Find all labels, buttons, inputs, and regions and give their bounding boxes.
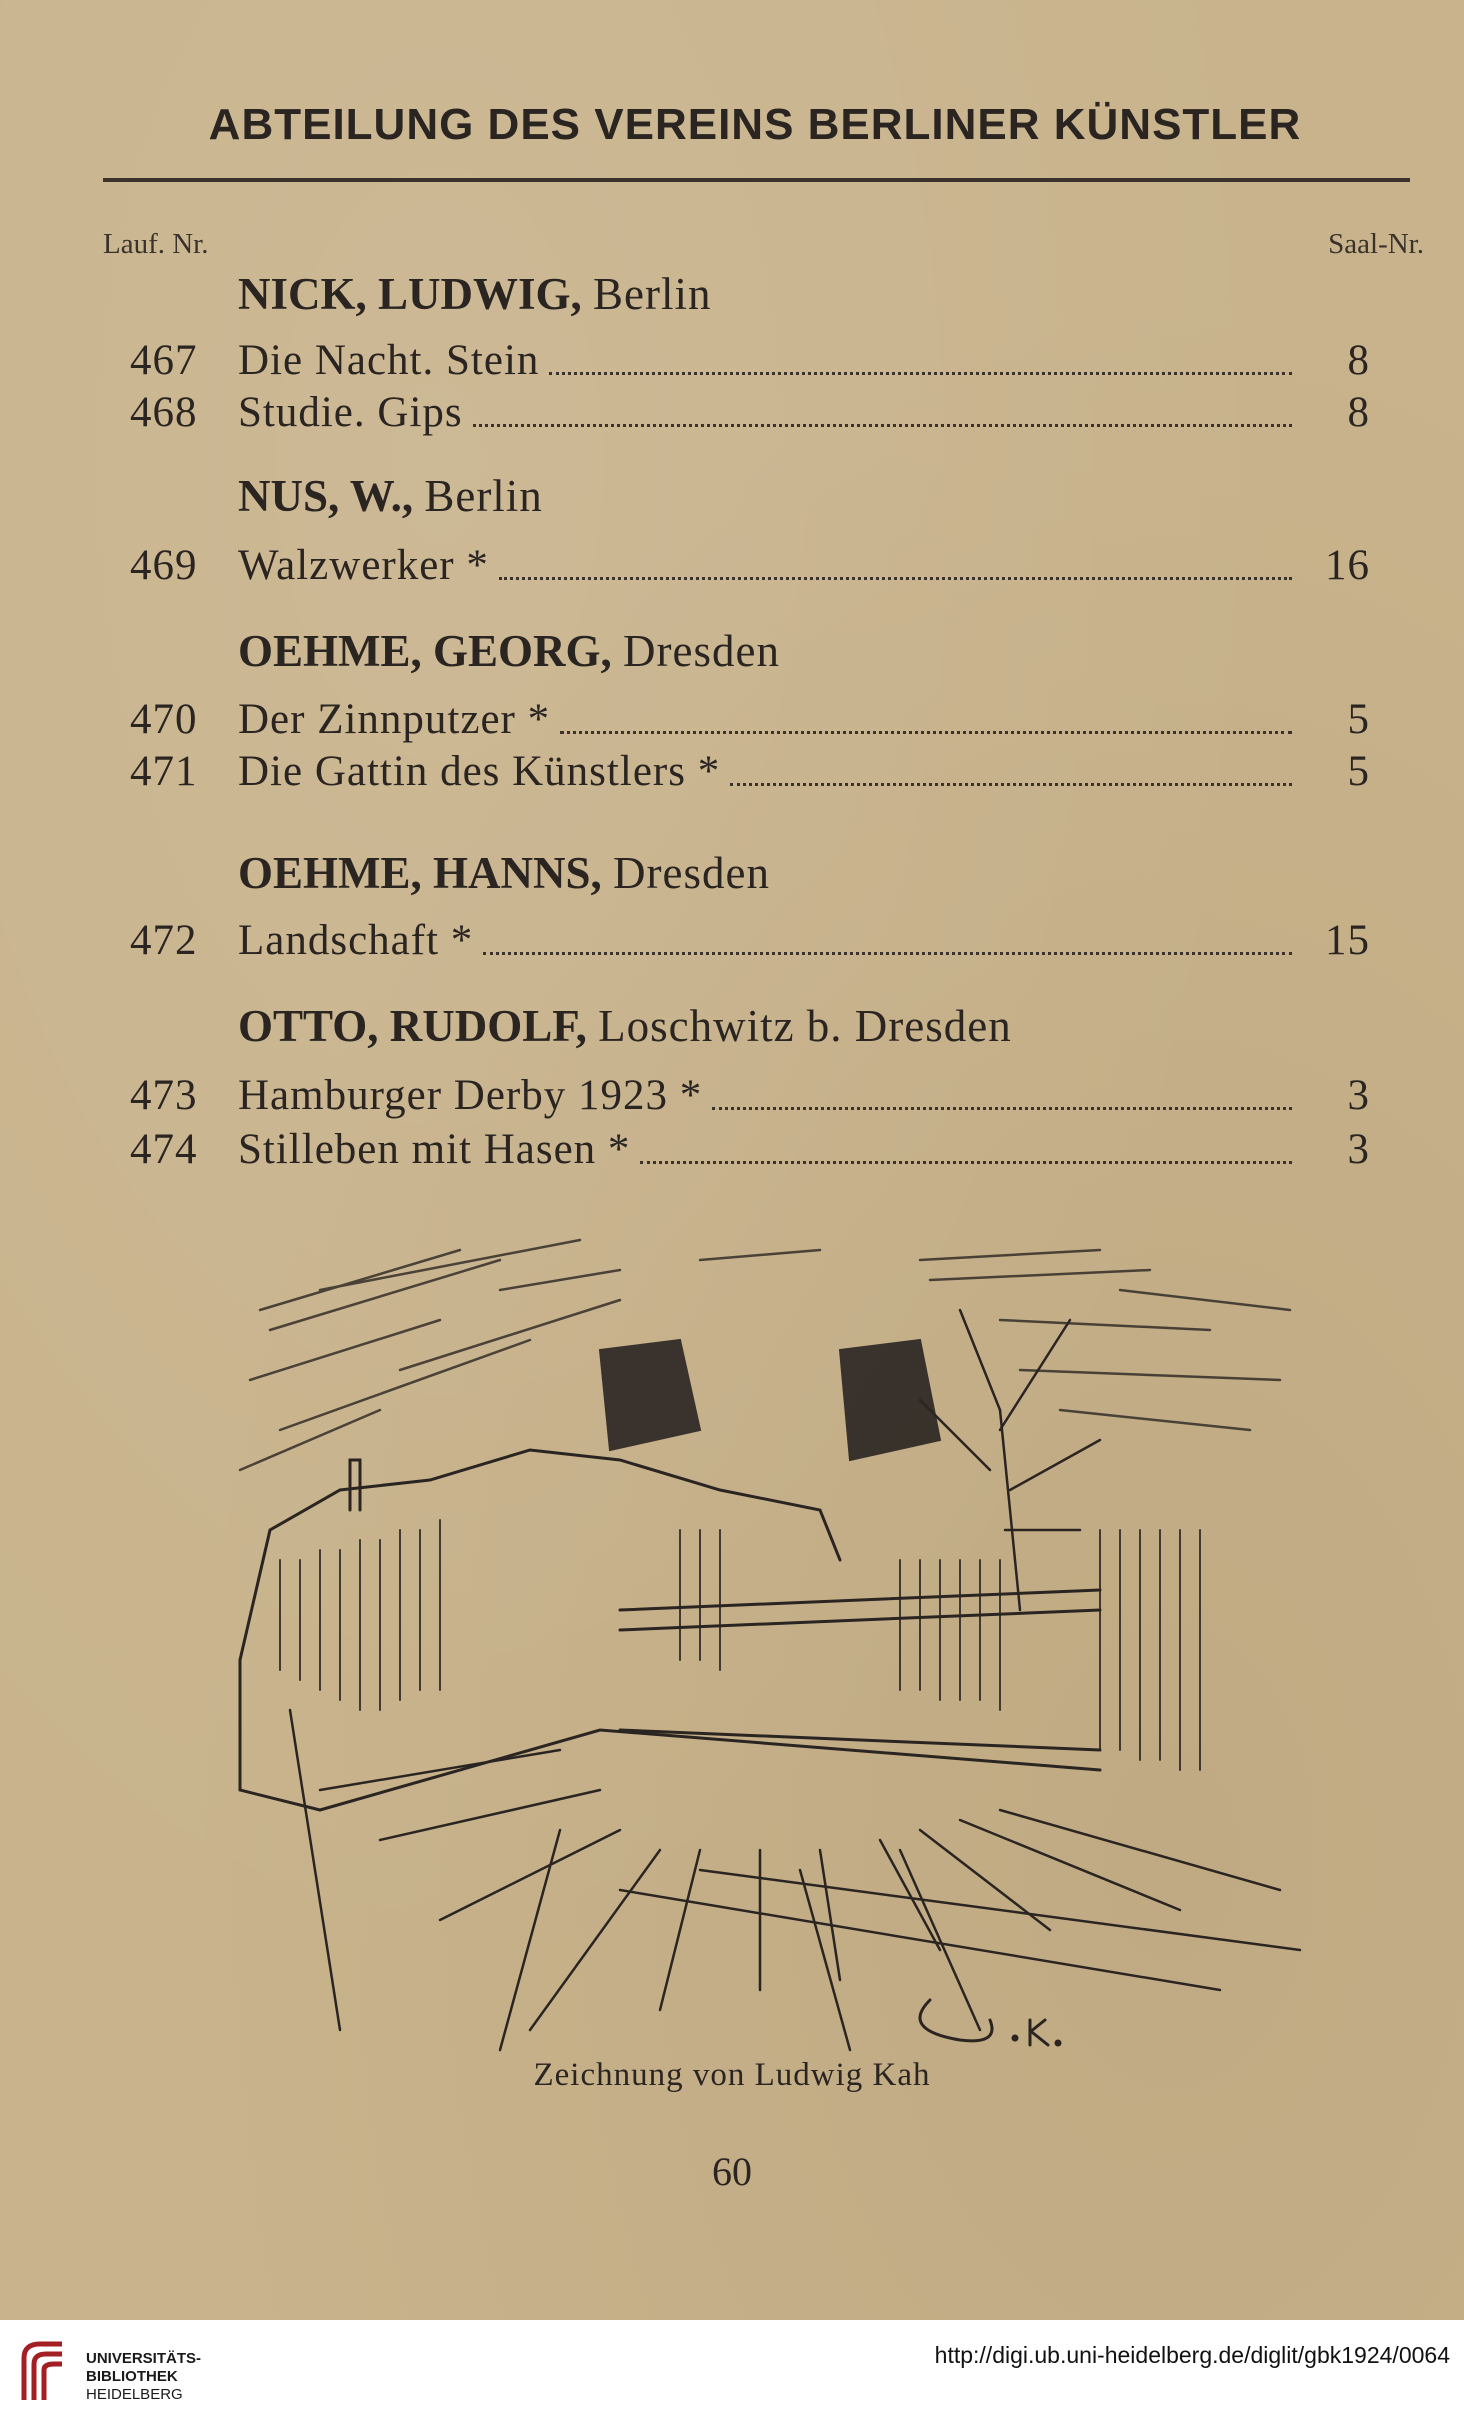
entry-number: 467 (130, 337, 198, 384)
entry-number: 469 (130, 542, 198, 589)
leader-dots (549, 371, 1292, 375)
library-name (86, 2350, 201, 2404)
artist-heading (238, 268, 712, 320)
artist-name: OEHME, GEORG, (238, 626, 612, 676)
entry-room: 8 (1347, 389, 1370, 436)
leader-dots (712, 1106, 1292, 1110)
entry-title: Die Gattin des Künstlers * (238, 748, 721, 795)
entry-room: 5 (1347, 696, 1370, 743)
catalog-entry (130, 1070, 1370, 1120)
entry-title: Studie. Gips (238, 389, 463, 436)
artist-city: Dresden (623, 626, 780, 676)
library-name-line: UNIVERSITÄTS- (86, 2350, 202, 2367)
entry-number: 470 (130, 696, 198, 743)
artist-heading (238, 1000, 1012, 1052)
entry-title: Landschaft * (238, 917, 474, 964)
entry-number: 468 (130, 389, 198, 436)
artist-city: Loschwitz b. Dresden (598, 1001, 1012, 1051)
catalog-entry (130, 387, 1370, 437)
artist-city: Dresden (613, 848, 770, 898)
entry-title: Walzwerker * (238, 542, 489, 589)
page-header: ABTEILUNG DES VEREINS BERLINER KÜNSTLER (208, 100, 1302, 149)
leader-dots (499, 576, 1292, 580)
entry-title: Stilleben mit Hasen * (238, 1126, 631, 1173)
entry-title: Der Zinnputzer * (238, 696, 551, 743)
column-label-lauf-nr: Lauf. Nr. (103, 228, 209, 260)
catalog-entry (130, 540, 1370, 590)
leader-dots (730, 782, 1292, 786)
artist-name: OEHME, HANNS, (238, 848, 602, 898)
leader-dots (560, 730, 1292, 734)
leader-dots (640, 1160, 1292, 1164)
illustration-caption: Zeichnung von Ludwig Kah (533, 2057, 931, 2093)
university-library-logo-icon (14, 2338, 72, 2410)
column-label-saal-nr: Saal-Nr. (1328, 228, 1424, 260)
artist-city: Berlin (424, 471, 543, 521)
leader-dots (483, 951, 1292, 955)
catalog-entry (130, 335, 1370, 385)
artist-city: Berlin (593, 269, 712, 319)
artist-name: NICK, LUDWIG, (238, 269, 582, 319)
entry-number: 471 (130, 748, 198, 795)
entry-number: 474 (130, 1126, 198, 1173)
catalog-entry (130, 694, 1370, 744)
entry-room: 3 (1347, 1126, 1370, 1173)
library-name-line: HEIDELBERG (86, 2386, 183, 2403)
entry-room: 3 (1347, 1072, 1370, 1119)
entry-room: 15 (1325, 917, 1370, 964)
header-rule (103, 178, 1410, 182)
catalog-entry (130, 915, 1370, 965)
catalog-entry (130, 746, 1370, 796)
entry-room: 8 (1347, 337, 1370, 384)
source-url[interactable]: http://digi.ub.uni-heidelberg.de/diglit/gbk1924/0064 (934, 2342, 1450, 2368)
entry-room: 16 (1325, 542, 1370, 589)
footer-bar (0, 2320, 1464, 2427)
entry-number: 473 (130, 1072, 198, 1119)
leader-dots (473, 423, 1292, 427)
page-number: 60 (712, 2149, 752, 2194)
entry-number: 472 (130, 917, 198, 964)
artist-name: NUS, W., (238, 471, 414, 521)
artist-heading (238, 625, 780, 677)
artist-name: OTTO, RUDOLF, (238, 1001, 587, 1051)
ink-drawing (200, 1230, 1340, 2070)
catalog-entry (130, 1124, 1370, 1174)
entry-title: Die Nacht. Stein (238, 337, 540, 384)
artist-heading (238, 847, 770, 899)
artist-heading (238, 470, 543, 522)
entry-title: Hamburger Derby 1923 * (238, 1072, 703, 1119)
entry-room: 5 (1347, 748, 1370, 795)
library-name-line: BIBLIOTHEK (86, 2368, 178, 2385)
